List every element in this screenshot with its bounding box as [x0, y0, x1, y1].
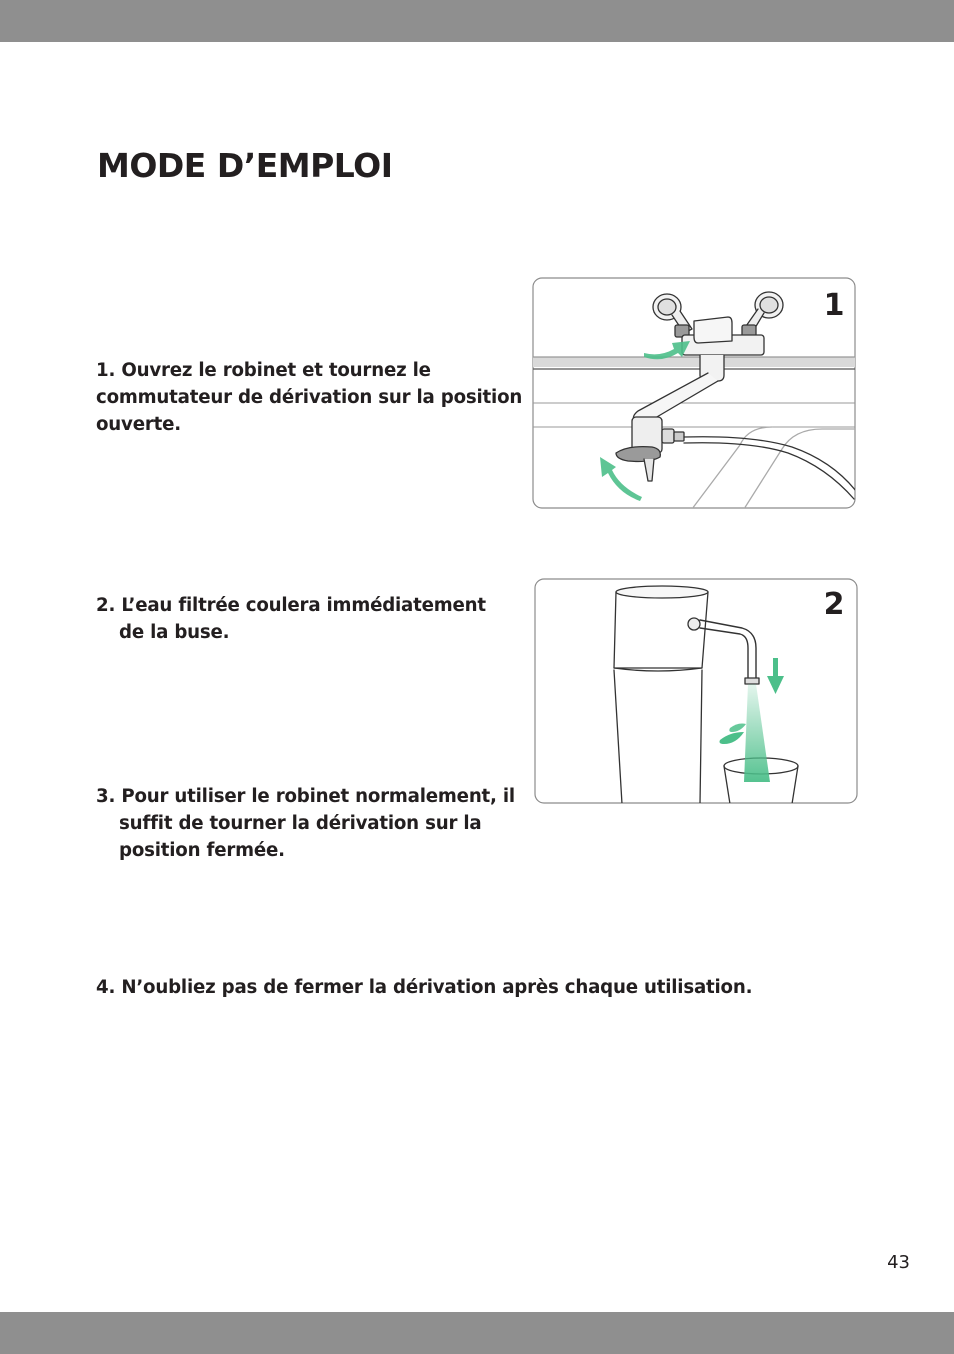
step-2-line-1: L’eau filtrée coulera immédiatement	[121, 595, 486, 616]
step-4-line-1: N’oubliez pas de fermer la dérivation après chaque utilisation.	[121, 977, 753, 998]
step-3-line-1: Pour utiliser le robinet normalement, il	[121, 786, 515, 807]
step-1	[96, 357, 526, 438]
figure-1-faucet-diverter	[532, 277, 856, 509]
step-3	[96, 783, 516, 864]
figure-2-label: 2	[823, 587, 845, 622]
page-title: MODE D’EMPLOI	[97, 146, 393, 185]
step-4	[96, 974, 796, 1001]
step-3-line-2: suffit de tourner la dérivation sur la	[119, 813, 482, 834]
step-4-number: 4.	[96, 977, 116, 998]
header-band	[0, 0, 954, 42]
step-1-line-1: Ouvrez le robinet et tournez le	[121, 360, 431, 381]
step-3-line-3: position fermée.	[119, 840, 285, 861]
step-3-number: 3.	[96, 786, 116, 807]
step-1-line-2: commutateur de dérivation sur la position	[96, 387, 523, 408]
step-2-line-2: de la buse.	[119, 622, 230, 643]
step-2-number: 2.	[96, 595, 116, 616]
figure-2-filtered-water	[534, 578, 858, 804]
footer-band	[0, 1312, 954, 1354]
figure-1-label: 1	[823, 288, 845, 323]
step-1-number: 1.	[96, 360, 116, 381]
step-1-line-3: ouverte.	[96, 414, 181, 435]
page-number: 43	[887, 1252, 910, 1273]
step-2	[96, 592, 516, 646]
